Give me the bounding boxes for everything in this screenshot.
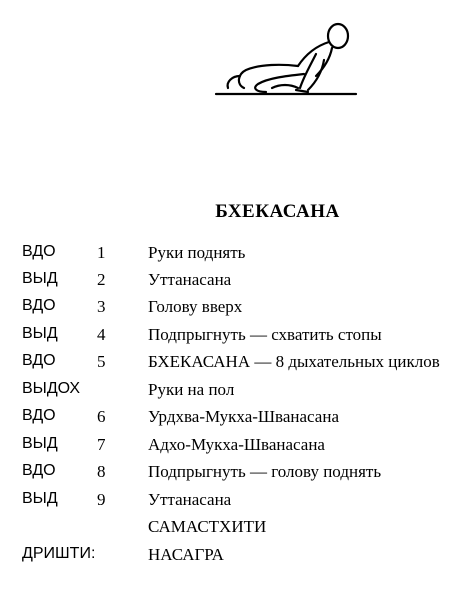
step-action: Подпрыгнуть — схватить стопы xyxy=(148,325,382,344)
step-row xyxy=(0,517,475,543)
breath-label: ВДО xyxy=(22,462,56,479)
step-number: 8 xyxy=(97,462,106,481)
step-action: Урдхва-Мукха-Шванасана xyxy=(148,407,339,426)
breath-label: ВДО xyxy=(22,243,56,260)
step-action: САМАСТХИТИ xyxy=(148,517,267,536)
drishti-value: НАСАГРА xyxy=(148,545,224,564)
step-action: Руки поднять xyxy=(148,243,246,262)
step-row xyxy=(0,407,475,433)
step-row xyxy=(0,243,475,269)
breath-label: ВЫД xyxy=(22,270,58,287)
breath-label: ВДО xyxy=(22,407,56,424)
step-row xyxy=(0,270,475,296)
step-action: Руки на пол xyxy=(148,380,235,399)
step-number: 1 xyxy=(97,243,106,262)
step-action: Адхо-Мукха-Шванасана xyxy=(148,435,325,454)
breath-label: ВДО xyxy=(22,297,56,314)
breath-label: ВЫДОХ xyxy=(22,380,81,397)
step-number: 2 xyxy=(97,270,106,289)
step-row xyxy=(0,462,475,488)
page-title: БХЕКАСАНА xyxy=(215,201,340,222)
step-number: 4 xyxy=(97,325,106,344)
breath-label: ВЫД xyxy=(22,325,58,342)
step-action: Голову вверх xyxy=(148,297,243,316)
step-number: 7 xyxy=(97,435,106,454)
step-row xyxy=(0,325,475,351)
step-number: 9 xyxy=(97,490,106,509)
step-action: Уттанасана xyxy=(148,270,232,289)
step-number: 6 xyxy=(97,407,106,426)
breath-label: ВДО xyxy=(22,352,56,369)
drishti-row xyxy=(0,545,475,571)
step-row xyxy=(0,490,475,516)
breath-label: ВЫД xyxy=(22,490,58,507)
step-action: Подпрыгнуть — голову поднять xyxy=(148,462,382,481)
yoga-pose-figure-icon xyxy=(212,14,360,100)
step-row xyxy=(0,297,475,323)
step-action: БХЕКАСАНА — 8 дыхательных циклов xyxy=(148,352,440,371)
drishti-label: ДРИШТИ: xyxy=(22,545,96,562)
step-number: 3 xyxy=(97,297,106,316)
step-number: 5 xyxy=(97,352,106,371)
step-row xyxy=(0,435,475,461)
step-action: Уттанасана xyxy=(148,490,232,509)
step-row xyxy=(0,352,475,378)
step-row xyxy=(0,380,475,406)
breath-label: ВЫД xyxy=(22,435,58,452)
